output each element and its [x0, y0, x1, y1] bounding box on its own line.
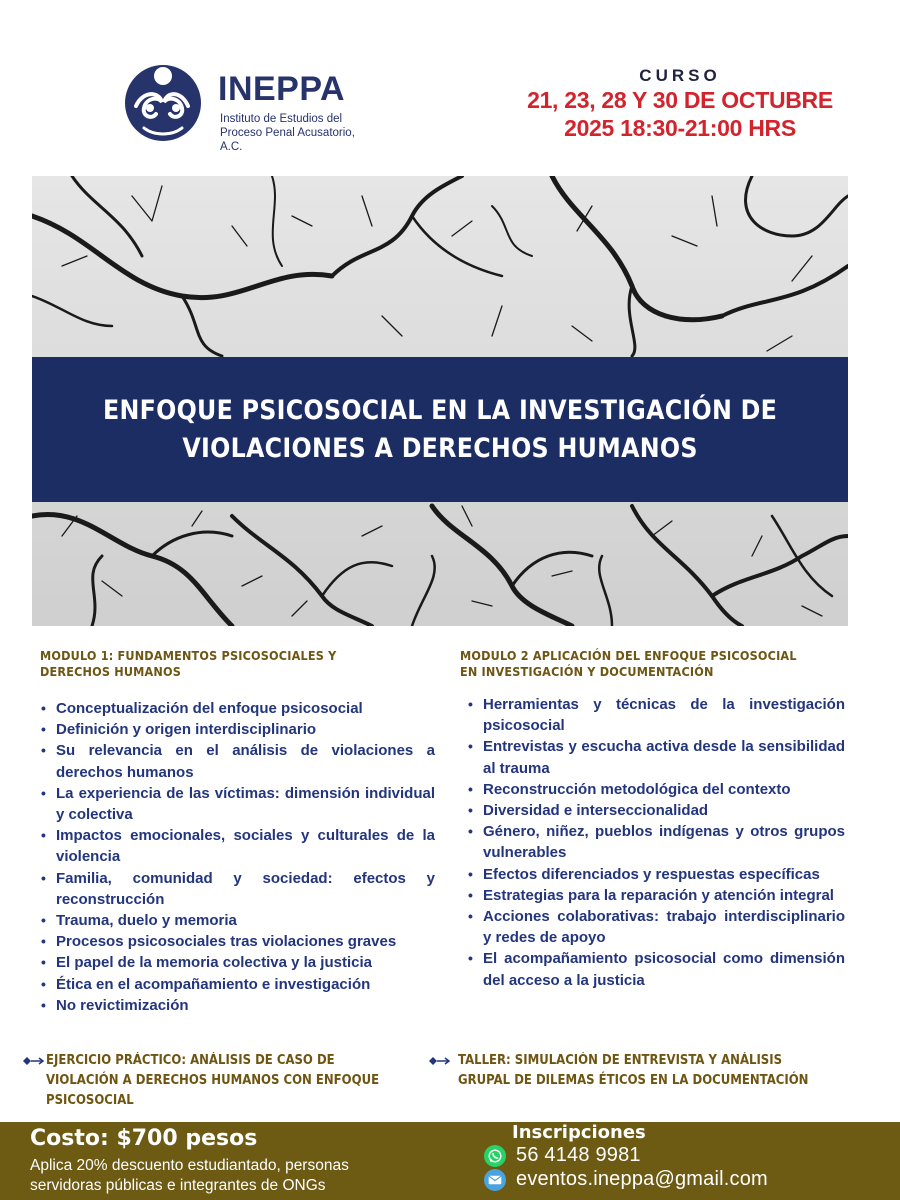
topic-item: • Procesos psicosociales tras violaciones graves [40, 931, 435, 952]
registration-title: Inscripciones [512, 1122, 646, 1143]
module-title-line: MODULO 1: FUNDAMENTOS PSICOSOCIALES Y [40, 648, 337, 663]
practice-exercise-text [46, 1051, 402, 1111]
workshop-exercise [428, 1051, 868, 1091]
course-info [500, 66, 860, 142]
topic-item: • Su relevancia en el análisis de violaciones a derechos humanos [40, 740, 435, 782]
topic-item: • Herramientas y técnicas de la investigación psicosocial [460, 694, 845, 736]
discount-line: servidoras públicas e integrantes de ONGs [30, 1177, 326, 1194]
course-title-band [32, 357, 848, 502]
module-2-title [460, 648, 807, 682]
discount-line: Aplica 20% descuento estudiantado, personas [30, 1157, 349, 1174]
module-title-line: DERECHOS HUMANOS [40, 664, 182, 679]
exercise-line: VIOLACIÓN A DERECHOS HUMANOS CON ENFOQUE [46, 1073, 380, 1088]
exercise-line: TALLER: SIMULACIÓN DE ENTREVISTA Y ANÁLISIS [458, 1053, 783, 1068]
course-time: 2025 18:30-21:00 HRS [564, 115, 796, 141]
diamond-arrow-icon [22, 1056, 44, 1066]
topic-item: • Diversidad e interseccionalidad [460, 800, 845, 821]
email-address: eventos.ineppa@gmail.com [516, 1168, 768, 1190]
module-1 [40, 648, 435, 1016]
topic-item: • No revictimización [40, 995, 435, 1016]
topic-item: • El papel de la memoria colectiva y la justicia [40, 952, 435, 973]
topic-item: • Acciones colaborativas: trabajo interdisciplinario y redes de apoyo [460, 906, 845, 948]
logo-subtitle [220, 112, 372, 154]
course-title-line: VIOLACIONES A DERECHOS HUMANOS [182, 432, 698, 464]
topic-item: • Impactos emocionales, sociales y culturales de la violencia [40, 825, 435, 867]
module-2 [460, 648, 845, 991]
topic-item: • Entrevistas y escucha activa desde la sensibilidad al trauma [460, 736, 845, 778]
course-dates: 21, 23, 28 Y 30 DE OCTUBRE [527, 87, 833, 113]
topic-item: • Género, niñez, pueblos indígenas y otros grupos vulnerables [460, 821, 845, 863]
mail-icon [484, 1169, 506, 1191]
module-title-line: MODULO 2 APLICACIÓN DEL ENFOQUE PSICOSOCIAL [460, 648, 797, 663]
practice-exercise [22, 1051, 442, 1111]
topic-item: • La experiencia de las víctimas: dimensión individual y colectiva [40, 783, 435, 825]
topic-item: • Efectos diferenciados y respuestas específicas [460, 864, 845, 885]
topic-item: • Estrategias para la reparación y atención integral [460, 885, 845, 906]
exercise-line: EJERCICIO PRÁCTICO: ANÁLISIS DE CASO DE [46, 1053, 335, 1068]
logo-subtitle-line: Instituto de Estudios del [220, 113, 343, 125]
logo-name: INEPPA [218, 70, 346, 108]
footer-band [0, 1122, 900, 1200]
logo-subtitle-line: Proceso Penal Acusatorio, A.C. [220, 127, 355, 153]
whatsapp-icon [484, 1145, 506, 1167]
course-label: CURSO [639, 66, 721, 85]
course-title-line: ENFOQUE PSICOSOCIAL EN LA INVESTIGACIÓN DE [102, 394, 778, 426]
ineppa-logo [122, 62, 372, 153]
topic-item: • El acompañamiento psicosocial como dimensión del acceso a la justicia [460, 948, 845, 990]
module-title-line: EN INVESTIGACIÓN Y DOCUMENTACIÓN [460, 664, 714, 679]
topic-item: • Conceptualización del enfoque psicosocial [40, 698, 435, 719]
topic-item: • Reconstrucción metodológica del contexto [460, 779, 845, 800]
workshop-exercise-text [458, 1051, 827, 1091]
phone-number: 56 4148 9981 [516, 1144, 641, 1166]
course-title [85, 392, 794, 468]
module-1-topics [40, 698, 435, 1016]
topic-item: • Definición y origen interdisciplinario [40, 719, 435, 740]
topic-item: • Ética en el acompañamiento e investigación [40, 974, 435, 995]
discount-note [30, 1156, 450, 1196]
topic-item: • Trauma, duelo y memoria [40, 910, 435, 931]
cost-title: Costo: $700 pesos [30, 1126, 258, 1151]
diamond-arrow-icon [428, 1056, 450, 1066]
ineppa-logo-mark-icon [122, 62, 204, 144]
email-contact[interactable] [484, 1168, 768, 1191]
module-1-title [40, 648, 396, 682]
exercise-line: PSICOSOCIAL [46, 1093, 134, 1108]
module-2-topics [460, 694, 845, 991]
topic-item: • Familia, comunidad y sociedad: efectos y reconstrucción [40, 868, 435, 910]
exercise-line: GRUPAL DE DILEMAS ÉTICOS EN LA DOCUMENTACIÓN [458, 1073, 809, 1088]
phone-contact[interactable] [484, 1144, 641, 1167]
